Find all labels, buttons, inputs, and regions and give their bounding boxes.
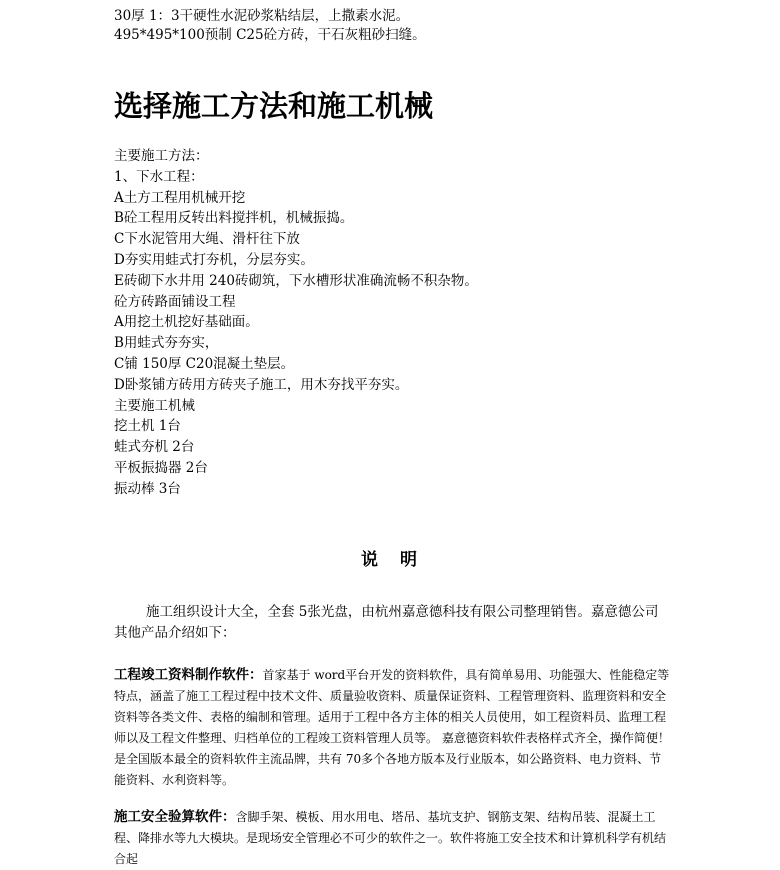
list-item: B用蛙式夯夯实，	[114, 335, 219, 352]
list-item: 挖土机 1台	[114, 418, 181, 435]
list-item: 平板振捣器 2台	[114, 459, 208, 476]
product-title: 工程竣工资料制作软件：	[114, 667, 263, 683]
list-item: B砼工程用反转出料搅拌机，机械振捣。	[114, 210, 354, 227]
list-item: 振动棒 3台	[114, 480, 181, 497]
list-item: 砼方砖路面铺设工程	[114, 293, 236, 310]
list-item: A土方工程用机械开挖	[114, 189, 246, 206]
product-paragraph-1	[114, 665, 670, 791]
list-item: 蛙式夯机 2台	[114, 439, 195, 456]
construction-method-list	[114, 146, 478, 500]
list-item: 主要施工方法：	[114, 148, 209, 164]
list-item: 主要施工机械	[114, 397, 195, 414]
list-item: C铺 150厚 C20混凝土垫层。	[114, 355, 295, 372]
material-line-1: 30厚 1：3干硬性水泥砂浆粘结层，上撒素水泥。	[114, 8, 410, 24]
product-description: 首家基于 word平台开发的资料软件，具有简单易用、功能强大、性能稳定等特点，涵盖了施工工程过程中技术文件、质量验收资料、质量保证资料、工程管理资料、监理资料和安全资料等各类文件、表格的编制和管理。适用于工程中各方主体的相关人员使用，如工程资料员、监理工程师以及工程文件整理、归档单位的工程竣工资料管理人员等。 嘉意德资料软件表格样式齐全，操作简便！是全国版本最全的资料软件主流品牌，共有 70多个各地方版本及行业版本，如公路资料、电力资料、节能资料、水利资料等。	[114, 668, 670, 787]
product-paragraph-2	[114, 807, 670, 870]
section-heading: 选择施工方法和施工机械	[114, 89, 434, 123]
product-description: 含脚手架、模板、用水用电、塔吊、基坑支护、钢筋支架、结构吊装、混凝土工程、降排水等九大模块。是现场安全管理必不可少的软件之一。软件将施工安全技术和计算机科学有机结合起	[114, 810, 667, 866]
list-item: D卧浆铺方砖用方砖夹子施工，用木夯找平夯实。	[114, 376, 409, 393]
list-item: D夯实用蛙式打夯机，分层夯实。	[114, 251, 314, 268]
list-item: C下水泥管用大绳、滑杆往下放	[114, 231, 300, 248]
list-item: A用挖土机挖好基础面。	[114, 314, 259, 331]
intro-paragraph: 施工组织设计大全，全套 5张光盘，由杭州嘉意德科技有限公司整理销售。嘉意德公司其他产品介绍如下：	[114, 604, 659, 641]
material-line-2: 495*495*100预制 C25砼方砖，干石灰粗砂扫缝。	[114, 27, 426, 43]
explanation-title: 说明	[361, 550, 439, 570]
list-item: 1、下水工程：	[114, 168, 204, 185]
list-item: E砖砌下水井用 240砖砌筑，下水槽形状准确流畅不积杂物。	[114, 272, 478, 289]
product-title: 施工安全验算软件：	[114, 809, 236, 825]
